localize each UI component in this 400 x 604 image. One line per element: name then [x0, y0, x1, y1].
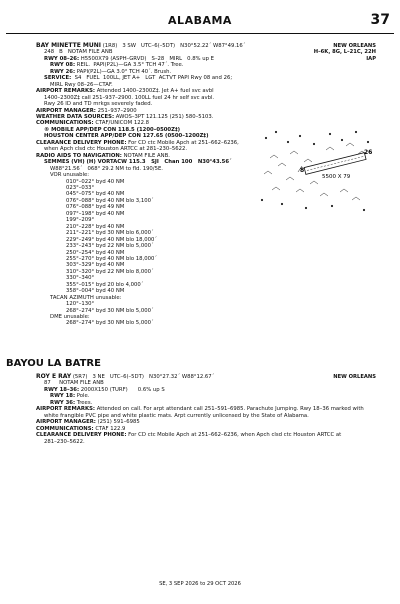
detail-text: 268°–274° byd 30 NM blo 5,000´: [66, 307, 154, 314]
detail-text: VOR unusable:: [50, 172, 90, 179]
detail-label: AIRPORT MANAGER:: [36, 419, 96, 426]
airport-diagram: [256, 120, 376, 216]
detail-text: 255°–270° byd 40 NM blo 18,000´: [66, 255, 157, 262]
detail-label: WEATHER DATA SOURCES:: [36, 113, 115, 120]
detail-text: white frangible PVC pipe and white plastic mats. Arpt currently unlicensed by the State of Alabama.: [44, 412, 309, 419]
detail-label: CLEARANCE DELIVERY PHONE:: [36, 139, 127, 146]
detail-text: Pole.: [75, 393, 90, 400]
detail-text: 023°–033°: [66, 184, 95, 191]
detail-label: RWY 08:: [50, 62, 76, 69]
runway-end-label-26: 26: [364, 149, 373, 156]
state-title: ALABAMA: [168, 14, 232, 27]
page-footer: SE, 3 SEP 2026 to 29 OCT 2026: [159, 581, 241, 587]
detail-text: ® MOBILE APP/DEP CON 118.5 (1200–0500Z‡): [44, 126, 181, 133]
airport-ident: (5R7): [72, 374, 88, 380]
detail-text: For CD ctc Mobile Apch at 251–662–6236,: [126, 139, 239, 146]
detail-line: [36, 320, 376, 326]
detail-text: 330°–340°: [66, 275, 95, 282]
detail-text: 358°–004° byd 40 NM: [66, 288, 125, 295]
airport-coords: N30°27.32´ W88°12.67´: [148, 374, 215, 380]
detail-text: 268°–274° byd 30 NM blo 5,000´: [66, 320, 154, 327]
detail-text: 1400–2300Z‡ call 251–937–2900. 100LL fuel 24 hr self svc avbl.: [44, 94, 215, 101]
detail-text: 076°–088° byd 40 NM blo 3,100´: [66, 197, 154, 204]
airport-elev-notam: 87 NOTAM FILE ANB: [44, 380, 104, 387]
detail-text: Attended 1400–2300Z‡. Jet A+ fuel svc avbl: [95, 88, 214, 95]
detail-label: AIRPORT MANAGER:: [36, 107, 96, 114]
airport-region-meta: [333, 374, 376, 380]
airport-location: 3 SW: [122, 43, 136, 49]
runway-dimension-label: 5500 X 79: [322, 174, 351, 180]
detail-text: DME unusable:: [50, 314, 90, 321]
region-name: NEW ORLEANS: [333, 374, 376, 380]
header-rule: [6, 33, 394, 34]
detail-text: 045°–075° byd 40 NM: [66, 191, 125, 198]
chart-list: H–6K, 8G, L–21C, 22H: [313, 49, 376, 56]
region-name: NEW ORLEANS: [333, 43, 376, 49]
detail-text: W88°21.56´ 068° 29.2 NM to fld. 190/5E.: [50, 165, 163, 172]
detail-text: 310°–320° byd 22 NM blo 8,000´: [66, 268, 154, 275]
detail-text: H5500X79 (ASPH–GRVD) S–28 MIRL 0.8% up E: [79, 55, 215, 62]
airport-name: BAY MINETTE MUNI: [36, 42, 102, 49]
detail-text: 076°–088° byd 49 NM: [66, 204, 125, 211]
detail-text: Rwy 26 ID and TD mrkgs severely faded.: [44, 101, 153, 108]
detail-text: CTAF 122.9: [93, 425, 126, 432]
detail-label: COMMUNICATIONS:: [36, 425, 94, 432]
detail-text: 281–230–5622.: [44, 438, 85, 445]
detail-text: 120°–130°: [66, 301, 95, 308]
airport-entry-roy-e-ray: [36, 374, 376, 445]
iap-label: IAP: [366, 55, 376, 62]
airport-detail-lines: [36, 387, 376, 445]
detail-label: COMMUNICATIONS:: [36, 120, 94, 127]
detail-text: For CD ctc Mobile Apch at 251–662–6236, when Apch clsd ctc Houston ARTCC at: [126, 432, 342, 439]
airport-coords: N30°52.22´ W87°49.16´: [180, 43, 246, 49]
detail-text: TACAN AZIMUTH unusable:: [50, 294, 122, 301]
detail-text: 2000X150 (TURF) 0.6% up S: [79, 386, 165, 393]
airport-utc: UTC–6(–5DT): [109, 374, 144, 380]
detail-text: SEMMES (VH) (H) VORTACW 115.3 SJI Chan 100 N30°43.56´: [44, 159, 232, 166]
detail-label: RWY 18:: [50, 393, 76, 400]
airport-name: ROY E RAY: [36, 373, 72, 380]
detail-text: HOUSTON CENTER APP/DEP CON 127.65 (0500–1200Z‡): [44, 133, 209, 140]
detail-label: CLEARANCE DELIVERY PHONE:: [36, 432, 127, 439]
page-header: [0, 0, 400, 40]
detail-label: AIRPORT REMARKS:: [36, 88, 96, 95]
airport-ident: (1R8): [102, 43, 118, 49]
detail-label: RADIO AIDS TO NAVIGATION:: [36, 152, 122, 159]
detail-text: 229°–249° byd 40 NM blo 18,000´: [66, 236, 157, 243]
detail-text: AWOS–3PT 121.125 (251) 580–5103.: [114, 113, 214, 120]
detail-text: 251–937–2900: [95, 107, 137, 114]
detail-label: RWY 08–26:: [44, 55, 80, 62]
detail-text: PAPI(P2L)—GA 3.0° TCH 40´. Brush.: [75, 68, 172, 75]
detail-line: [36, 439, 376, 445]
detail-text: 355°–015° byd 20 blo 4,000´: [66, 281, 144, 288]
detail-text: 233°–243° byd 22 NM blo 5,000´: [66, 243, 154, 250]
detail-label: AIRPORT REMARKS:: [36, 406, 96, 413]
airport-utc: UTC–6(–5DT): [141, 43, 176, 49]
detail-text: when Apch clsd ctc Houston ARTCC at 281–230–5622.: [44, 146, 188, 153]
detail-label: RWY 26:: [50, 68, 76, 75]
detail-text: 210°–228° byd 40 NM: [66, 223, 125, 230]
airport-location: 3 NE: [92, 374, 105, 380]
detail-label: RWY 36:: [50, 399, 76, 406]
detail-text: (251) 591–6985: [95, 419, 140, 426]
detail-text: CTAF/UNICOM 122.8: [93, 120, 150, 127]
detail-label: RWY 18–36:: [44, 386, 80, 393]
detail-text: Attended on call. For arpt attendant call 251–591–6985. Parachute Jumping. Rwy 18–36 marked with: [95, 406, 364, 413]
runway-end-label-8: 8: [300, 167, 305, 174]
city-header: BAYOU LA BATRE: [6, 358, 101, 369]
detail-text: MIRL Rwy 08–26—CTAF.: [50, 81, 113, 88]
detail-text: 097°–198° byd 40 NM: [66, 210, 125, 217]
airport-region-meta: [314, 43, 376, 62]
detail-text: REIL. PAPI(P2L)—GA 3.5° TCH 47´. Tree.: [75, 62, 184, 69]
detail-text: 211°–221° byd 30 NM blo 6,000´: [66, 230, 154, 237]
page-number: 37: [370, 12, 390, 28]
detail-line: [36, 432, 376, 438]
detail-label: SERVICE:: [44, 75, 72, 82]
detail-text: 303°–329° byd 40 NM: [66, 262, 125, 269]
detail-text: S4 FUEL 100LL, JET A+ LGT ACTVT PAPI Rwy 08 and 26;: [71, 75, 233, 82]
detail-text: 010°–022° byd 40 NM: [66, 178, 125, 185]
runway-08-26: [304, 153, 366, 175]
detail-text: 199°–209°: [66, 217, 95, 224]
airport-elev-notam: 248 B NOTAM FILE ANB: [44, 49, 113, 56]
detail-text: Trees.: [75, 399, 93, 406]
detail-text: NOTAM FILE ANB.: [121, 152, 170, 159]
detail-text: 250°–254° byd 40 NM: [66, 249, 125, 256]
